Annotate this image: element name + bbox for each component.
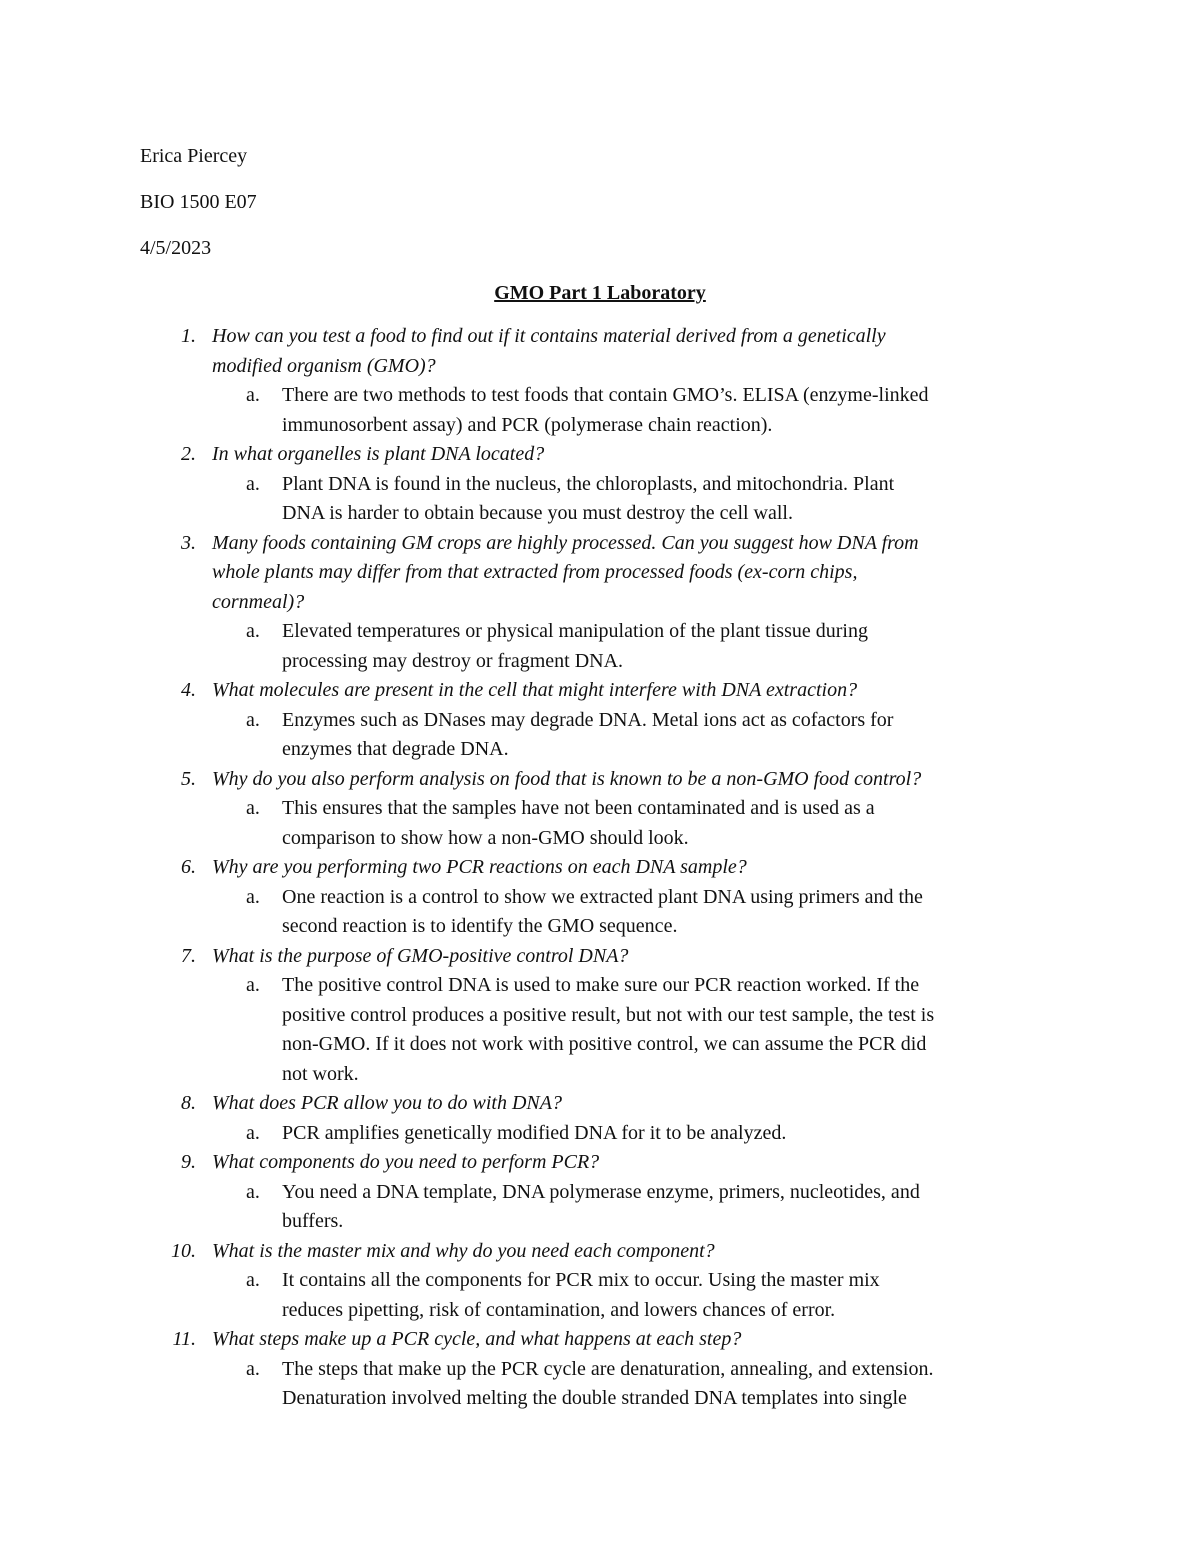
question-list: [162, 322, 1062, 1414]
question-text-line: How can you test a food to find out if it contains material derived from a genetically: [212, 325, 886, 347]
answer-text-line: The steps that make up the PCR cycle are denaturation, annealing, and extension.: [282, 1357, 934, 1380]
question-number: 6.: [181, 856, 196, 878]
answer-text-line: This ensures that the samples have not been contaminated and is used as a: [282, 797, 875, 819]
question-item: [162, 1237, 1062, 1267]
question-item: [162, 322, 1062, 381]
question-item: [162, 942, 1062, 972]
question-text-line: What does PCR allow you to do with DNA?: [212, 1092, 562, 1114]
answer-letter: a.: [246, 974, 260, 996]
answer-text-line: positive control produces a positive result, but not with our test sample, the test is: [282, 1003, 935, 1026]
document-title: GMO Part 1 Laboratory: [494, 282, 706, 304]
document-date: 4/5/2023: [140, 237, 212, 259]
course-code: BIO 1500 E07: [140, 191, 257, 213]
answer-text-line: non-GMO. If it does not work with positive control, we can assume the PCR did: [282, 1033, 927, 1055]
question-text-line: What steps make up a PCR cycle, and what happens at each step?: [212, 1328, 742, 1350]
author-name: Erica Piercey: [140, 145, 248, 167]
question-text-line: What molecules are present in the cell that might interfere with DNA extraction?: [212, 679, 858, 701]
question-number: 9.: [181, 1151, 196, 1173]
question-item: [162, 529, 1062, 618]
answer-item: [162, 1355, 1062, 1414]
question-item: [162, 765, 1062, 795]
answer-text-line: Elevated temperatures or physical manipulation of the plant tissue during: [282, 620, 868, 642]
answer-letter: a.: [246, 620, 260, 642]
answer-text-line: The positive control DNA is used to make sure our PCR reaction worked. If the: [282, 974, 920, 996]
question-item: [162, 440, 1062, 470]
answer-text-line: processing may destroy or fragment DNA.: [282, 649, 624, 672]
question-item: [162, 1325, 1062, 1355]
answer-text-line: Plant DNA is found in the nucleus, the chloroplasts, and mitochondria. Plant: [282, 472, 895, 495]
answer-text-line: comparison to show how a non-GMO should look.: [282, 826, 689, 849]
answer-text-line: enzymes that degrade DNA.: [282, 738, 509, 760]
question-number: 5.: [181, 767, 196, 790]
question-text-line: whole plants may differ from that extracted from processed foods (ex-corn chips,: [212, 561, 858, 583]
question-number: 2.: [181, 443, 196, 465]
question-text-line: In what organelles is plant DNA located?: [212, 443, 545, 465]
answer-text-line: Enzymes such as DNases may degrade DNA. Metal ions act as cofactors for: [282, 708, 894, 731]
question-text-line: modified organism (GMO)?: [212, 354, 436, 377]
question-item: [162, 676, 1062, 706]
question-text-line: cornmeal)?: [212, 590, 305, 613]
question-number: 1.: [181, 325, 196, 347]
answer-item: [162, 706, 1062, 765]
answer-text-line: One reaction is a control to show we extracted plant DNA using primers and the: [282, 885, 923, 908]
answer-item: [162, 971, 1062, 1089]
answer-item: [162, 381, 1062, 440]
answer-letter: a.: [246, 472, 260, 495]
answer-text-line: reduces pipetting, risk of contamination, and lowers chances of error.: [282, 1298, 836, 1321]
answer-text-line: buffers.: [282, 1210, 344, 1232]
answer-item: [162, 883, 1062, 942]
question-number: 11.: [172, 1328, 196, 1350]
answer-letter: a.: [246, 797, 260, 819]
question-number: 7.: [181, 944, 196, 967]
question-text-line: What is the master mix and why do you need each component?: [212, 1239, 715, 1262]
question-number: 3.: [181, 531, 196, 554]
question-item: [162, 853, 1062, 883]
question-number: 4.: [181, 679, 196, 701]
answer-item: [162, 1178, 1062, 1237]
answer-text-line: immunosorbent assay) and PCR (polymerase chain reaction).: [282, 413, 773, 436]
answer-text-line: not work.: [282, 1062, 359, 1085]
answer-text-line: You need a DNA template, DNA polymerase enzyme, primers, nucleotides, and: [282, 1180, 920, 1203]
answer-letter: a.: [246, 1269, 260, 1291]
question-number: 10.: [171, 1239, 196, 1262]
answer-item: [162, 617, 1062, 676]
answer-letter: a.: [246, 384, 260, 406]
answer-text-line: PCR amplifies genetically modified DNA for it to be analyzed.: [282, 1121, 787, 1144]
question-text-line: Why do you also perform analysis on food that is known to be a non-GMO food control?: [212, 767, 922, 790]
question-text-line: Why are you performing two PCR reactions on each DNA sample?: [212, 856, 747, 878]
answer-letter: a.: [246, 1357, 260, 1380]
answer-item: [162, 1119, 1062, 1149]
question-text-line: What components do you need to perform PCR?: [212, 1151, 600, 1173]
answer-text-line: second reaction is to identify the GMO sequence.: [282, 915, 678, 937]
answer-text-line: DNA is harder to obtain because you must destroy the cell wall.: [282, 502, 793, 524]
answer-letter: a.: [246, 885, 260, 908]
question-number: 8.: [181, 1092, 196, 1114]
question-text-line: What is the purpose of GMO-positive control DNA?: [212, 944, 629, 967]
question-item: [162, 1148, 1062, 1178]
answer-item: [162, 470, 1062, 529]
question-item: [162, 1089, 1062, 1119]
answer-text-line: It contains all the components for PCR mix to occur. Using the master mix: [282, 1269, 880, 1291]
answer-text-line: There are two methods to test foods that contain GMO’s. ELISA (enzyme-linked: [282, 384, 929, 406]
answer-text-line: Denaturation involved melting the double stranded DNA templates into single: [282, 1387, 907, 1409]
answer-letter: a.: [246, 708, 260, 731]
question-text-line: Many foods containing GM crops are highly processed. Can you suggest how DNA from: [212, 531, 919, 554]
answer-letter: a.: [246, 1121, 260, 1144]
answer-letter: a.: [246, 1180, 260, 1203]
answer-item: [162, 1266, 1062, 1325]
answer-item: [162, 794, 1062, 853]
